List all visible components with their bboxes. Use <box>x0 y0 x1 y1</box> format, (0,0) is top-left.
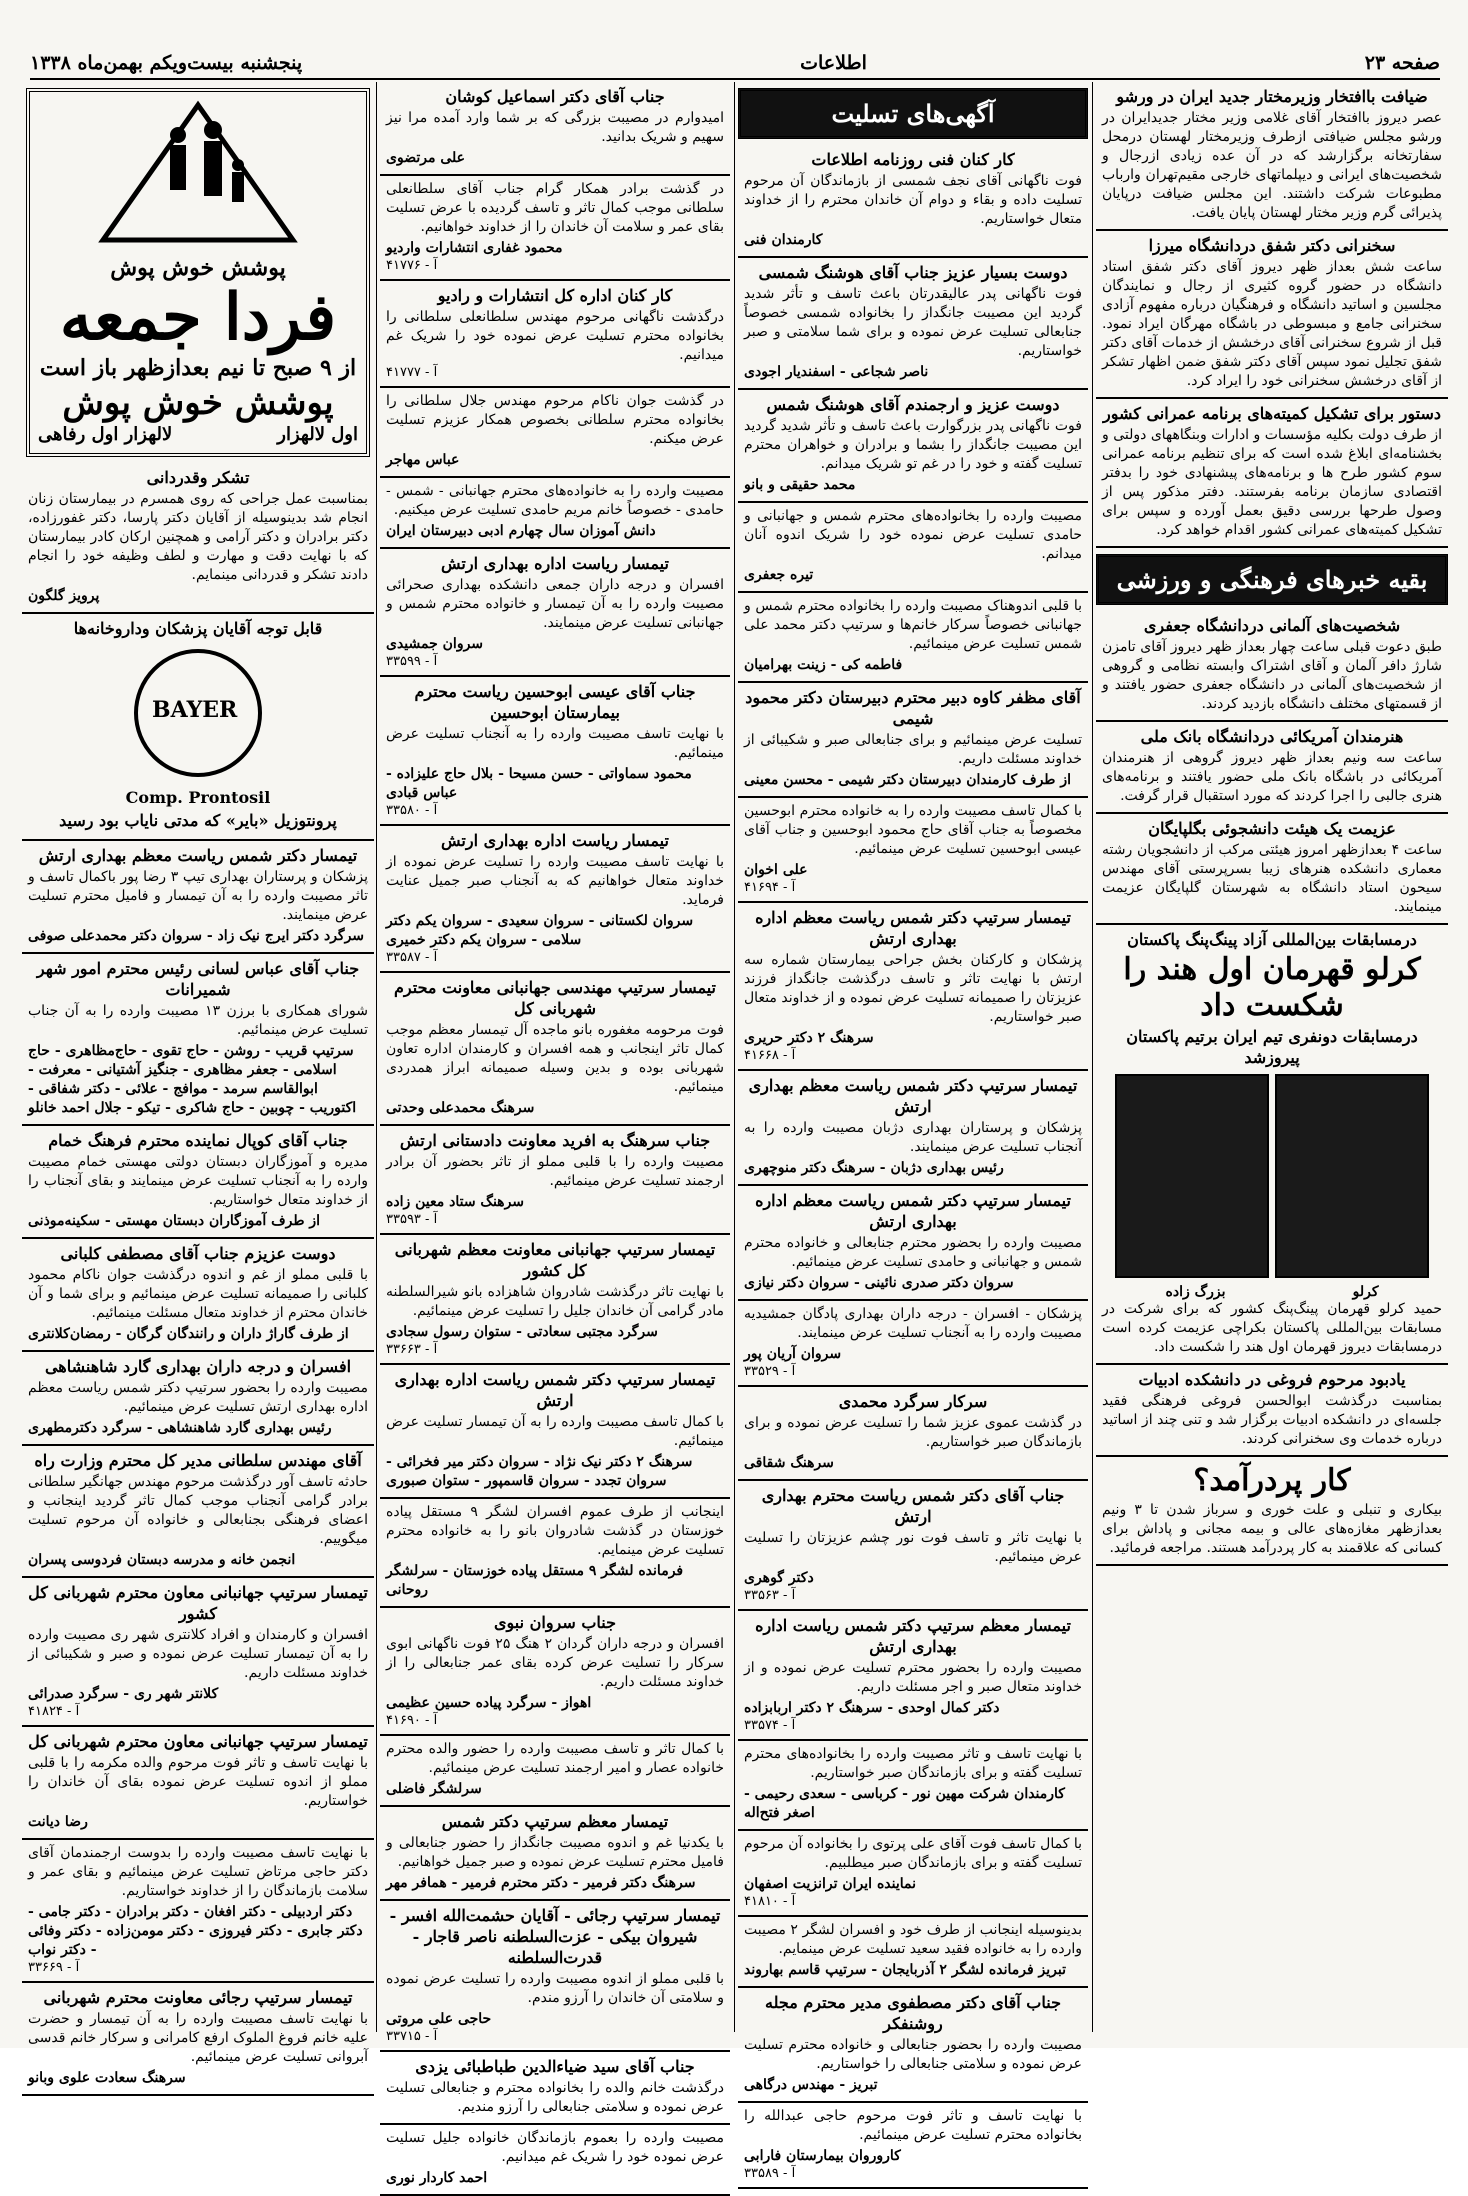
notice-body: مصیبت وارده را بحضور سرتیپ دکتر شمس ریاست معظم اداره بهداری ارتش تسلیت عرض مینمائیم. <box>28 1380 368 1415</box>
notice-signature: علی مرتضوی <box>386 150 465 166</box>
notice-body: با کمال تاسف مصیبت وارده را به خانواده محترم ابوحسین مخصوصاً به جناب آقای حاج محمود ابوحسین و جناب آقای عیسی ابوحسین تسلیت عرض مینمائیم. <box>744 803 1082 857</box>
article-title: دستور برای تشکیل کمیته‌های برنامه عمرانی کشور <box>1103 404 1441 423</box>
notice-title: تیمسار معظم سرتیپ دکتر شمس <box>441 1812 669 1831</box>
notice-signature: سرهنگ شقاقی <box>744 1455 834 1471</box>
notice-body: با کمال تاسف فوت آقای علی پرتوی را بخانواده آن مرحوم تسلیت گفته و برای بازماندگان صبر میطلبیم. <box>744 1836 1082 1871</box>
ad-store-name: پوشش خوش پوش <box>62 383 334 423</box>
notice-title: دوست عزیزم جناب آقای مصطفی کلبانی <box>60 1244 336 1263</box>
notice-signature: نماینده ایران ترانزیت اصفهان <box>744 1876 916 1892</box>
notice-body: با یکدنیا غم و اندوه مصیبت جانگداز را حضور جنابعالی و فامیل محترم تسلیت عرض نموده و صبر جمیل خواهانیم. <box>386 1835 724 1870</box>
notice-title: کار کنان فنی روزنامه اطلاعات <box>811 150 1015 169</box>
notice-signature: دانش آموزان سال چهارم ادبی دبیرستان ایران <box>386 523 656 539</box>
notice-body: مصیبت وارده را بحضور محترم تسلیت عرض نموده و از خداوند متعال صبر و اجر مسئلت داریم. <box>744 1660 1082 1695</box>
product-name: Comp. Prontosil <box>125 788 271 807</box>
notice-body: فوت مرحومه مغفوره بانو ماجده آل تیمسار معظم موجب کمال تاثر اینجانب و همه افسران و کارمندان اداره تعاون شهربانی بوده و بدین وسیله صمیمانه ابراز همدردی مینمائیم. <box>386 1022 724 1095</box>
notice-signature: تبریز فرمانده لشگر ۲ آذربایجان - سرتیپ قاسم بهاروند <box>744 1962 1067 1978</box>
section-banner: آگهی‌های تسلیت <box>738 88 1088 139</box>
condolence-notice <box>738 390 1088 503</box>
notice-body: افسران و درجه داران جمعی دانشکده بهداری صحرائی مصیبت وارده را به آن تیمسار و خانواده محترم شمس و جهانبانی تسلیت عرض مینمایند. <box>386 577 724 631</box>
ad-code: آ - ۳۳۶۶۹ <box>28 1960 80 1975</box>
notice-title: جناب آقای عیسی ابوحسین ریاست محترم بیمارستان ابوحسین <box>414 682 696 722</box>
page-header <box>30 48 1440 80</box>
notice-signature: سرلشگر فاضلی <box>386 1781 482 1797</box>
condolence-notice <box>22 1840 374 1983</box>
notice-signature: سرهنگ سعادت علوی وبانو <box>28 2070 186 2086</box>
caption-right: کرلو <box>1352 1284 1379 1300</box>
bayer-cross-logo <box>134 649 262 777</box>
notice-body: اینجانب از طرف عموم افسران لشگر ۹ مستقل پیاده خوزستان در گذشت شادروان بانو را به خانواده محترم تسلیت عرض مینمایم. <box>386 1504 724 1558</box>
notice-signature: احمد کاردار نوری <box>386 2170 488 2186</box>
news-article <box>1096 231 1448 399</box>
notice-body: مصیبت وارده را بعموم بازماندگان خانواده جلیل تسلیت عرض نموده خود را شریک غم میدانیم. <box>386 2130 724 2165</box>
condolence-notice <box>738 145 1088 258</box>
notice-signature: سرهنگ ۲ دکتر نیک نژاد - سروان دکتر میر فخرائی - سروان تجدد - سروان قاسمپور - ستوان صبوری <box>386 1454 693 1489</box>
condolence-notice <box>738 593 1088 683</box>
notice-title: سرکار سرگرد محمدی <box>838 1392 988 1411</box>
condolence-notice <box>738 1186 1088 1301</box>
notice-body: با نهایت تاسف مصیبت وارده را به آنجناب تسلیت عرض مینمائیم. <box>386 726 724 761</box>
article-headline: کرلو قهرمان اول هند را شکست داد <box>1123 952 1421 1023</box>
notice-title: جناب آقای دکتر شمس ریاست محترم بهداری ارتش <box>761 1486 1065 1526</box>
notice-signature: رضا دیانت <box>28 1814 88 1830</box>
article-kicker: درمسابقات بین‌المللی آزاد پینگ‌پنگ پاکستان <box>1127 930 1417 949</box>
notice-body: مدیره و آموزگاران دبستان دولتی مهستی خمام مصیبت وارده را به آنجناب تسلیت عرض مینمایند و بقای آنجناب را از خداوند متعال خواستاریم. <box>28 1154 368 1208</box>
notice-title: تیمسار سرتیپ دکتر شمس ریاست معظم اداره بهداری ارتش <box>755 908 1071 948</box>
condolence-notice <box>738 1831 1088 1917</box>
news-article <box>1096 722 1448 814</box>
ad-title: قابل توجه آقایان پزشکان وداروخانه‌ها <box>73 619 323 638</box>
notice-body: درگذشت خانم والده را بخانواده محترم و جنابعالی تسلیت عرض نموده و سلامتی جنابعالی را آرزو مندیم. <box>386 2080 724 2115</box>
notice-title: تیمسار سرتیپ جهانبانی معاون محترم شهربانی کل کشور <box>28 1583 368 1623</box>
notice-body: شورای همکاری با برزن ۱۳ مصیبت وارده را به آن جناب تسلیت عرض مینمائیم. <box>28 1003 368 1038</box>
notice-signature: دکتر گوهری <box>744 1570 814 1586</box>
notice-body: با نهایت تاثر و تاسف فوت نور چشم عزیزتان را تسلیت عرض مینمائیم. <box>744 1530 1082 1565</box>
article-title: ضیافت باافتخار وزیرمختار جدید ایران در ورشو <box>1116 87 1428 106</box>
condolence-notice <box>738 1741 1088 1831</box>
notice-signature: ناصر شجاعی - اسفندیار اجودی <box>744 364 929 380</box>
notice-body: در گذشت برادر همکار گرام جناب آقای سلطانعلی سلطانی موجب کمال تاثر و تاسف گردیده با عرض تسلیت بقای عمر و سلامت آن خاندان را از خداوند خواهانیم. <box>386 181 724 235</box>
condolence-notice <box>22 1578 374 1727</box>
condolence-notice <box>738 258 1088 390</box>
page-number: صفحه ۲۳ <box>1364 52 1440 74</box>
ad-code: آ - ۳۳۷۱۵ <box>386 2029 438 2044</box>
article-body: ساعت ۴ بعدازظهر امروز هیئتی مرکب از دانشجویان رشته معماری دانشکده هنرهای زیبا بسرپرستی آقای مهندس سیحون استاد دانشگاه به شهرستان گلپایگان عزیمت مینمایند. <box>1102 842 1442 915</box>
condolence-notice <box>738 1481 1088 1611</box>
condolence-notice <box>380 1736 730 1807</box>
notice-signature: تبریز - مهندس درگاهی <box>744 2077 878 2093</box>
notice-title: جناب سرهنگ به افرید معاونت دادستانی ارتش <box>399 1131 711 1150</box>
news-article <box>1096 399 1448 548</box>
notice-title: جناب آقای سید ضیاءالدین طباطبائی یزدی <box>415 2057 695 2076</box>
notice-body: حادثه تاسف آور درگذشت مرحوم مهندس جهانگیر سلطانی برادر گرامی آنجناب موجب کمال تاثر گردید اینجانب و اعضای فرهنگی بجنابعالی و خانواده آن مرحوم تسلیت میگوییم. <box>28 1474 368 1547</box>
notice-body: مصیبت وارده را بخانواده‌های محترم شمس و جهانبانی و حامدی تسلیت عرض نموده خود را شریک اندوه آنان میدانم. <box>744 508 1082 562</box>
notice-body: با نهایت تاسف مصیبت وارده را به آن تیمسار و حضرت علیه خانم فروغ الملوک ارفع کامرانی و سرکار خانم قدسی آبروانی تسلیت عرض مینمائیم. <box>28 2011 368 2065</box>
condolence-notice <box>380 1235 730 1365</box>
notice-title: تیمسار سرتیپ دکتر شمس ریاست معظم اداره بهداری ارتش <box>755 1191 1071 1231</box>
classified-ad <box>1096 1457 1448 1566</box>
condolence-notice <box>22 1239 374 1352</box>
newspaper-name: اطلاعات <box>800 52 867 74</box>
ad-brand: پوشش خوش پوش <box>110 255 286 281</box>
notice-body: فوت ناگهانی پدر عالیقدرتان باعث تاسف و تأثر شدید گردید این مصیبت جانگداز را بخانواده شمسی خصوصاً جنابعالی تسلیت عرض نموده و برای شما سلامتی و صبر خواستاریم. <box>744 286 1082 359</box>
condolence-notice <box>380 281 730 388</box>
notice-signature: کارمندان فنی <box>744 232 823 248</box>
ad-code: آ - ۴۱۶۹۴ <box>744 880 796 895</box>
notice-body: درگذشت ناگهانی مرحوم مهندس سلطانعلی سلطانی را بخانواده محترم تسلیت عرض نموده خود را شریک غم میدانیم. <box>386 309 724 363</box>
ad-code: آ - ۳۳۵۶۳ <box>744 1588 796 1603</box>
condolence-column <box>380 82 730 2186</box>
condolence-notice <box>738 2103 1088 2189</box>
photo-caption <box>1102 1284 1442 1300</box>
notice-signature: کلانتر شهر ری - سرگرد صدرائی <box>28 1686 219 1702</box>
notice-body: مصیبت وارده را با قلبی مملو از تاثر بحضور آن برادر ارجمند تسلیت عرض مینمائیم. <box>386 1154 724 1189</box>
notice-signature: انجمن خانه و مدرسه دبستان فردوسی پسران <box>28 1552 296 1568</box>
notice-body: افسران و کارمندان و افراد کلانتری شهر ری مصیبت وارده را به آن تیمسار تسلیت عرض نموده و صبر و شکیبائی از خداوند مسئلت داریم. <box>28 1627 368 1681</box>
notice-body: امیدوارم در مصیبت بزرگی که بر شما وارد آمده مرا نیز سهیم و شریک بدانید. <box>386 110 724 145</box>
ad-hours: از ۹ صبح تا نیم بعدازظهر باز است <box>39 355 357 381</box>
ad-location: لالهزار اول رفاهی <box>38 424 173 445</box>
condolence-notice <box>380 1365 730 1499</box>
article-body: ساعت شش بعداز ظهر دیروز آقای دکتر شفق استاد دانشگاه در حضور گروه کثیری از رجال و نمایندگان مجلسین و اساتید دانشگاه و فرهنگیان درباره مفهوم آزادی سخنرانی جامع و مبسوطی در باشگاه مهرگان ایراد نمود. قبل از شروع سخنرانی آقای درخشش از خدمات آقای دکتر شفق تجلیل نمود سپس آقای دکتر شفق ضمن اظهار تشکر از آقای درخشش سخنرانی خود را ایراد کرد. <box>1102 259 1442 389</box>
notice-signature: سرهنگ ستاد معین زاده <box>386 1194 525 1210</box>
notice-signature: سروان لکستانی - سروان سعیدی - سروان یکم دکتر سلامی - سروان یکم دکتر خمیری <box>386 913 694 948</box>
bayer-ad <box>22 614 374 841</box>
notice-title: تیمسار سرتیپ جهانبانی معاون محترم شهربانی کل <box>28 1732 368 1751</box>
notice-title: تیمسار سرتیپ دکتر شمس ریاست معظم بهداری ارتش <box>748 1076 1078 1116</box>
notice-title: تیمسار ریاست اداره بهداری ارتش <box>441 554 669 573</box>
notice-signature: از طرف کارمندان دبیرستان دکتر شیمی - محسن معینی <box>744 772 1071 788</box>
notice-title: تیمسار سرتیپ مهندسی جهانبانی معاونت محترم شهربانی کل <box>394 978 716 1018</box>
ad-code: آ - ۴۱۷۷۶ <box>386 258 438 273</box>
notice-title: تیمسار سرتیپ جهانبانی معاونت معظم شهربانی کل کشور <box>394 1240 716 1280</box>
notice-signature: عباس مهاجر <box>386 452 460 468</box>
notice-body: با قلبی اندوهناک مصیبت وارده را بخانواده محترم شمس و جهانبانی خصوصاً سرکار خانم‌ها و سرتیپ دکتر محمد علی شمس تسلیت عرض مینمائیم. <box>744 598 1082 652</box>
notice-body: در گذشت جوان ناکام مرحوم مهندس جلال سلطانی را بخانواده محترم سلطانی بخصوص همکار عزیزم تسلیت عرض میکنم. <box>386 393 724 447</box>
notice-body: مصیبت وارده را بحضور محترم جنابعالی و خانواده محترم شمس و جهانبانی و حامدی تسلیت عرض مینمائیم. <box>744 1235 1082 1270</box>
condolence-notice <box>380 549 730 677</box>
notice-signature: محمد حقیقی و بانو <box>744 477 856 493</box>
notice-body: با نهایت تاسف و تاثر فوت مرحوم والده مکرمه را با قلبی مملو از اندوه تسلیت عرض نموده بقای آن خاندان را خواستاریم. <box>28 1755 368 1809</box>
notice-signature: سرهنگ محمدعلی وحدتی <box>386 1100 535 1116</box>
notice-body: فوت ناگهانی پدر بزرگوارت باعث تاسف و تأثر شدید گردید این مصیبت جانگداز را بشما و برادران و خواهران محترم تسلیت گفته و خود را در غم تو شریک میدانم. <box>744 418 1082 472</box>
notice-signature: کاروروان بیمارستان فارابی <box>744 2148 901 2164</box>
notice-signature: رئیس بهداری دژبان - سرهنگ دکتر منوچهری <box>744 1160 1004 1176</box>
condolence-notice <box>380 826 730 973</box>
notice-title: تیمسار سرتیپ رجائی - آقایان حشمت‌الله افسر - شیروان بیکی - عزت‌السلطنه ناصر قاجار - قدرت‌السلطنه <box>389 1906 721 1967</box>
thank-you-notice <box>22 463 374 614</box>
ad-code: آ - ۳۳۵۷۴ <box>744 1718 796 1733</box>
ad-body: بیکاری و تنبلی و علت خوری و سرباز شدن تا ۳ ونیم بعدازظهر مغازه‌های عالی و بیمه مجانی و پاداش برای کسانی که علاقمند به کار پردرآمد هستند. مراجعه فرمائید. <box>1102 1502 1443 1556</box>
ad-location: اول لالهزار <box>277 424 358 445</box>
notice-body: با نهایت تاسف و تاثر فوت مرحوم حاجی عبدالله را بخانواده محترم تسلیت عرض مینمائیم. <box>744 2108 1082 2143</box>
notice-title: جناب سروان نبوی <box>493 1613 617 1632</box>
notice-signature: از طرف آموزگاران دبستان مهستی - سکینه‌موذنی <box>28 1213 321 1229</box>
ad-code: آ - ۴۱۶۹۰ <box>386 1713 438 1728</box>
notice-signature: اهواز - سرگرد پیاده حسین عظیمی <box>386 1695 592 1711</box>
condolence-notice <box>380 1608 730 1736</box>
ad-code: آ - ۳۳۵۲۹ <box>744 1364 796 1379</box>
notice-body: با کمال تاسف مصیبت وارده را به آن تیمسار تسلیت عرض مینمائیم. <box>386 1414 724 1449</box>
condolence-notice <box>22 1727 374 1840</box>
notice-body: پزشکان و پرستاران بهداری دژبان مصیبت وارده را به آنجناب تسلیت عرض مینمایند. <box>744 1120 1082 1155</box>
condolence-notice <box>22 1983 374 2096</box>
article-title: عزیمت یک هیئت دانشجوئی بگلپایگان <box>1148 819 1396 838</box>
notice-body: با قلبی مملو از غم و اندوه درگذشت جوان ناکام محمود کلبانی را صمیمانه تسلیت عرض مینمائیم و برای شما و آن خاندان محترم از خداوند متعال مسئلت مینمائیم. <box>28 1267 368 1321</box>
notice-body: افسران و درجه داران گردان ۲ هنگ ۲۵ فوت ناگهانی ابوی سرکار را تسلیت عرض کرده بقای عمر جنابعالی را از خداوند مسئلت داریم. <box>386 1636 724 1690</box>
article-title: شخصیت‌های آلمانی دردانشگاه جعفری <box>1143 616 1401 635</box>
notice-title: کار کنان اداره کل انتشارات و رادیو <box>437 286 673 305</box>
notice-signature: تیره جعفری <box>744 567 814 583</box>
ad-code: آ - ۳۳۵۹۳ <box>386 1212 438 1227</box>
notice-body: در گذشت عموی عزیز شما را تسلیت عرض نموده و برای بازماندگان صبر خواستاریم. <box>744 1415 1082 1450</box>
bayer-logo-text: BAYER <box>152 697 238 723</box>
notice-body: مصیبت وارده را به خانواده‌های محترم جهانبانی - شمس - حامدی - خصوصاً خانم مریم حامدی تسلیت عرض میکنیم. <box>386 483 724 518</box>
player-photo <box>1115 1074 1269 1278</box>
notice-signature: علی اخوان <box>744 862 808 878</box>
condolence-notice <box>738 1917 1088 1988</box>
ad-locations <box>38 424 358 445</box>
notice-title: جناب آقای عباس لسانی رئیس محترم امور شهر شمیرانات <box>36 959 360 999</box>
notice-title: تشکر وقدردانی <box>146 468 250 487</box>
condolence-notice <box>738 798 1088 903</box>
notice-signature: سرهنگ ۲ دکتر حریری <box>744 1030 874 1046</box>
notice-signature: پرویز گلگون <box>28 588 100 604</box>
condolence-notice <box>738 1611 1088 1741</box>
notice-title: تیمسار معظم سرتیپ دکتر شمس ریاست اداره بهداری ارتش <box>755 1616 1071 1656</box>
condolence-column <box>738 82 1088 2181</box>
notice-body: پزشکان و کارکنان بخش جراحی بیمارستان شماره سه ارتش با نهایت تاثر و تاسف درگذشت جانگداز فرزند عزیزتان را صمیمانه تسلیت عرض نموده و از خداوند متعال صبر خواستاریم. <box>744 952 1082 1025</box>
news-article <box>1096 82 1448 231</box>
column-divider <box>734 82 735 2032</box>
condolence-notice <box>22 1352 374 1446</box>
condolence-notice <box>380 388 730 478</box>
notice-title: تیمسار ریاست اداره بهداری ارتش <box>441 831 669 850</box>
condolence-notice <box>380 2052 730 2125</box>
article-title: سخنرانی دکتر شفق دردانشگاه میرزا <box>1148 236 1396 255</box>
notice-title: تیمسار سرتیپ دکتر شمس ریاست اداره بهداری ارتش <box>394 1370 716 1410</box>
ad-day: فردا جمعه <box>59 280 337 355</box>
ad-headline: کار پردرآمد؟ <box>1193 1463 1351 1498</box>
notice-title: افسران و درجه داران بهداری گارد شاهنشاهی <box>44 1357 352 1376</box>
notice-signature: محمود سماواتی - حسن مسیحا - بلال حاج علیزاده - عباس قبادی <box>386 766 692 801</box>
condolence-notice <box>380 478 730 549</box>
clothing-store-ad <box>26 88 370 457</box>
ad-code: آ - ۳۳۵۸۹ <box>744 2166 796 2181</box>
article-title: یادبود مرحوم فروغی در دانشکده ادبیات <box>1138 1370 1406 1389</box>
notice-signature: سرگرد مجتبی سعادتی - ستوان رسول سجادی <box>386 1324 658 1340</box>
condolence-notice <box>738 1387 1088 1481</box>
ad-code: آ - ۳۳۵۸۷ <box>386 950 438 965</box>
column-divider <box>376 82 377 2032</box>
ad-code: آ - ۳۳۵۹۹ <box>386 654 438 669</box>
condolence-notice <box>380 2125 730 2196</box>
condolence-notice <box>738 503 1088 593</box>
condolence-notice <box>380 1126 730 1235</box>
condolence-notice <box>738 1988 1088 2103</box>
notice-signature: فاطمه کی - زینت بهرامیان <box>744 657 903 673</box>
notice-signature: دکتر کمال اوحدی - سرهنگ ۲ دکتر اربابزاده <box>744 1700 1000 1716</box>
condolence-notice <box>380 677 730 826</box>
ad-code: آ - ۴۱۸۱۰ <box>744 1894 796 1909</box>
notice-title: تیمسار دکتر شمس ریاست معظم بهداری ارتش <box>38 846 358 865</box>
condolence-notice <box>380 1807 730 1901</box>
notice-title: دوست عزیز و ارجمندم آقای هوشنگ شمس <box>766 395 1060 414</box>
notice-signature: حاجی علی مروتی <box>386 2011 492 2027</box>
article-subtitle: درمسابقات دونفری تیم ایران برتیم پاکستان پیروزشد <box>1126 1027 1418 1067</box>
condolence-notice <box>380 82 730 176</box>
player-photos <box>1102 1074 1442 1278</box>
condolence-notice <box>738 1071 1088 1186</box>
news-article <box>1096 814 1448 925</box>
notice-title: جناب آقای دکتر مصطفوی مدیر محترم مجله روشنفکر <box>765 1993 1061 2033</box>
ad-code: آ - ۳۳۵۸۰ <box>386 803 438 818</box>
notice-body: فوت ناگهانی آقای نجف شمسی از بازماندگان آن مرحوم تسلیت داده و بقاء و دوام آن خاندان محترم را از خداوند متعال خواستاریم. <box>744 173 1082 227</box>
news-article <box>1096 611 1448 722</box>
notice-signature: کارمندان شرکت مهین نور - کرباسی - سعدی رحیمی - اصغر فتح‌اله <box>744 1786 1065 1821</box>
notice-signature: محمود غفاری انتشارات واردیو <box>386 240 563 256</box>
condolence-notice <box>22 1126 374 1239</box>
notice-body: با نهایت تاسف و تاثر مصیبت وارده را بخانواده‌های محترم تسلیت گفته و برای بازماندگان صبر خواستاریم. <box>744 1746 1082 1781</box>
player-photo <box>1275 1074 1429 1278</box>
notice-signature: از طرف گاراژ داران و رانندگان گرگان - رمضان‌کلانتری <box>28 1326 349 1342</box>
sports-article <box>1096 925 1448 1365</box>
caption-left: بزرگ زاده <box>1165 1284 1226 1300</box>
notice-body: پزشکان - افسران - درجه داران بهداری پادگان جمشیدیه مصیبت وارده را به آنجناب تسلیت عرض مینمایند. <box>744 1306 1082 1341</box>
article-body: عصر دیروز باافتخار آقای غلامی وزیر مختار جدیدایران در ورشو مجلس ضیافتی ازطرف وزیرمختار لهستان درمحل سفارتخانه برگزارشد که در آن عده زیادی ازرجال و شخصیت‌های ایرانی و دیپلماتهای خارجی مقیم‌تهران وارباب مطبوعات شرکت داشتند. این مجلس ضیافت درپایان پذیرائی گرم وزیر مختار لهستان پایان یافت. <box>1102 110 1442 221</box>
notice-title: آقای مهندس سلطانی مدیر کل محترم وزارت راه <box>34 1451 362 1470</box>
column-divider <box>1092 82 1093 2032</box>
ad-code: آ - ۴۱۷۷۷ <box>386 365 438 380</box>
notice-title: آقای مظفر کاوه دبیر محترم دبیرستان دکتر محمود شیمی <box>745 688 1081 728</box>
section-banner: بقیه خبرهای فرهنگی و ورزشی <box>1096 554 1448 605</box>
article-body: طبق دعوت قبلی ساعت چهار بعداز ظهر دیروز آقای تامزن شارژ دافر آلمان و آقای اشتراک وابسته نظامی و گروهی از شخصیت‌های آلمانی در دانشگاه جعفری حضور یافتند و از قسمتهای مختلف دانشگاه بازدید کردند. <box>1102 639 1442 712</box>
product-note: پرونتوزیل «بایر» که مدتی نایاب بود رسید <box>59 811 337 830</box>
notice-title: دوست بسیار عزیز جناب آقای هوشنگ شمسی <box>758 263 1068 282</box>
notice-signature: رئیس بهداری گارد شاهنشاهی - سرگرد دکترمطهری <box>28 1420 332 1436</box>
notice-title: جناب آقای کوپال نماینده محترم فرهنگ خمام <box>48 1131 348 1150</box>
ad-code: آ - ۳۳۶۶۳ <box>386 1342 438 1357</box>
notice-title: جناب آقای دکتر اسماعیل کوشان <box>445 87 665 106</box>
condolence-notice <box>738 1301 1088 1387</box>
condolence-notice <box>22 841 374 954</box>
ad-code: آ - ۴۱۶۶۸ <box>744 1048 796 1063</box>
article-title: هنرمندان آمریکائی دردانشگاه بانک ملی <box>1140 727 1404 746</box>
notice-title: تیمسار سرتیپ رجائی معاونت محترم شهربانی <box>43 1988 353 2007</box>
condolence-notice <box>380 176 730 281</box>
notice-signature: سروان دکتر صدری نائینی - سروان دکتر نیازی <box>744 1275 1014 1291</box>
notice-body: پزشکان و پرستاران بهداری تیپ ۳ رضا پور باکمال تاسف و تاثر مصیبت وارده را به آن تیمسار و فامیل محترم تسلیت عرض مینمایند. <box>28 869 368 923</box>
article-body: از طرف دولت بکلیه مؤسسات و ادارات وبنگاههای دولتی و بخشنامه‌ای ابلاغ شده است که برای تنظیم برنامه عمرانی سوم کشور طرح ها و برنامه‌های پیشنهادی خود را بدفتر اقتصادی سازمان برنامه بفرستند. دفتر مذکور پس از وصول طرحها بررسی دقیق بعمل آورده و سپس برای تشکیل کمیته‌های عمرانی کشور اقدام خواهد کرد. <box>1102 427 1442 538</box>
ads-column <box>22 82 374 2086</box>
notice-body: تسلیت عرض مینمائیم و برای جنابعالی صبر و شکیبائی از خداوند مسئلت داریم. <box>744 732 1082 767</box>
notice-signature: سروان جمشیدی <box>386 636 484 652</box>
notice-body: مصیبت وارده را بحضور جنابعالی و خانواده محترم تسلیت عرض نموده و سلامتی جنابعالی را خواستاریم. <box>744 2037 1082 2072</box>
news-article <box>1096 1365 1448 1457</box>
notice-body: بدینوسیله اینجانب از طرف خود و افسران لشگر ۲ مصیبت وارده را به خانواده فقید سعید تسلیت عرض مینمایم. <box>744 1922 1083 1957</box>
notice-body: با نهایت تاسف مصیبت وارده را بدوست ارجمندمان آقای دکتر حاجی مرتاض تسلیت عرض مینمائیم و بقای عمر و سلامت بازماندگان را از خداوند خواستاریم. <box>28 1845 368 1899</box>
notice-signature: سروان آریان پور <box>744 1346 842 1362</box>
notice-body: با قلبی مملو از اندوه مصیبت وارده را تسلیت عرض نموده و سلامتی آن خاندان را آرزو مندم. <box>386 1971 724 2006</box>
notice-signature: سرتیپ قریب - روشن - حاج تقوی - حاج‌مظاهری - حاج اسلامی - جعفر مظاهری - جنگیز آشتیانی - معرفت - ابوالقاسم سرمد - موافج - علائی - دکتر شفاقی - اکتوریب - چوبین - حاج شاکری - تیکو - جلال احمد خانلو <box>28 1043 357 1116</box>
article-body: ساعت سه ونیم بعداز ظهر دیروز گروهی از هنرمندان آمریکائی در باشگاه بانک ملی حضور یافتند و برنامه‌های هنری جالبی را اجرا کردند که مورد استقبال قرار گرفت. <box>1102 750 1442 804</box>
condolence-notice <box>380 973 730 1126</box>
notice-body: با کمال تاثر و تاسف مصیبت وارده را حضور والده محترم خانواده عصار و امیر ارجمند تسلیت عرض مینمائیم. <box>386 1741 724 1776</box>
condolence-notice <box>380 1499 730 1608</box>
issue-date: پنجشنبه بیست‌ویکم بهمن‌ماه ۱۳۳۸ <box>30 52 303 74</box>
article-body: حمید کرلو قهرمان پینگ‌پنگ کشور که برای شرکت در مسابقات بین‌المللی پاکستان بکراچی عزیمت کرده است درمسابقات دیروز قهرمان اول هند را شکست داد. <box>1102 1301 1442 1355</box>
condolence-notice <box>22 954 374 1126</box>
article-body: بمناسبت درگذشت ابوالحسن فروغی فرهنگی فقید جلسه‌ای در دانشکده ادبیات برگزار شد و تنی چند از اساتید درباره خدمات وی سخنرانی کردند. <box>1102 1393 1442 1447</box>
news-column <box>1096 82 1448 2032</box>
condolence-notice <box>738 683 1088 798</box>
ad-code: آ - ۴۱۸۲۴ <box>28 1704 80 1719</box>
notice-body: با نهایت تاثر درگذشت شادروان شاهزاده بانو شیرالسلطنه مادر گرامی آن خاندان جلیل را تسلیت عرض مینمائیم. <box>386 1284 724 1319</box>
condolence-notice <box>380 1901 730 2052</box>
condolence-notice <box>738 903 1088 1071</box>
family-logo-icon <box>98 100 298 250</box>
notice-signature: دکتر اردبیلی - دکتر افغان - دکتر برادران - دکتر جامی - دکتر جابری - دکتر فیروزی - دکتر مومن‌زاده - دکتر وفائی - دکتر نواب <box>28 1904 363 1958</box>
notice-body: بمناسبت عمل جراحی که روی همسرم در بیمارستان زنان انجام شد بدینوسیله از آقایان دکتر پارسا، دکتر غفورزاده، دکتر برادران و دکتر آرامی و همچنین ارکان کادر بیمارستان که با نهایت دقت و مهارت و لطف وظیفه خود را انجام دادند تشکر و قدردانی مینمایم. <box>28 491 368 583</box>
notice-signature: سرگرد دکتر ایرج نیک زاد - سروان دکتر محمدعلی صوفی <box>28 928 365 944</box>
notice-body: با نهایت تاسف مصیبت وارده را تسلیت عرض نموده از خداوند متعال خواهانیم که به آنجناب صبر جمیل عنایت فرماید. <box>386 854 724 908</box>
notice-signature: سرهنگ دکتر فرمیر - دکتر محترم فرمیر - همافر مهر <box>386 1875 696 1891</box>
notice-signature: فرمانده لشگر ۹ مستقل پیاده خوزستان - سرلشگر روحانی <box>386 1563 684 1598</box>
condolence-notice <box>22 1446 374 1578</box>
